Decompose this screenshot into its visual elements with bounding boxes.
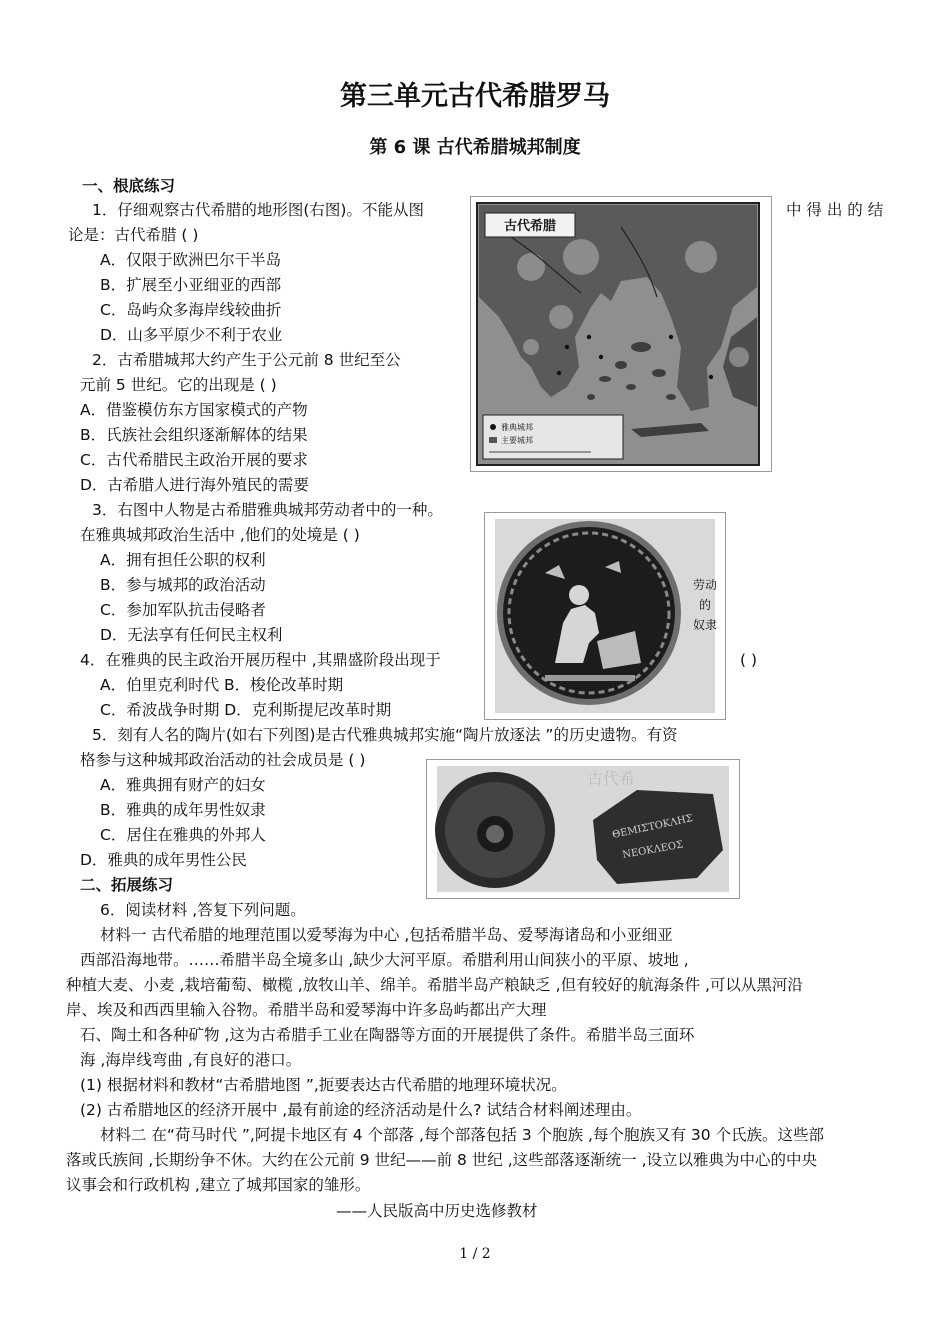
q1-option-a: A．仅限于欧洲巴尔干半岛	[100, 251, 282, 269]
q1-line1: 1．仔细观察古代希腊的地形图(右图)。不能从图	[92, 201, 424, 219]
q1-option-d: D．山多平原少不利于农业	[100, 326, 283, 344]
q3-option-a: A．拥有担任公职的权利	[100, 551, 266, 569]
q6-intro: 6．阅读材料 ,答复下列问题。	[100, 901, 306, 919]
q1-option-c: C．岛屿众多海岸线较曲折	[100, 301, 282, 319]
q2-option-c: C．古代希腊民主政治开展的要求	[80, 451, 308, 469]
q6-material2-line2: 落或氏族间 ,长期纷争不休。大约在公元前 9 世纪——前 8 世纪 ,这些部落逐渐统一 ,设立以雅典为中心的中央	[66, 1151, 817, 1169]
plate-caption-line2: 的	[699, 598, 712, 612]
q3-option-d: D．无法享有任何民主权利	[100, 626, 283, 644]
map-legend-item1: 雅典城邦	[501, 423, 533, 432]
map-title: 古代希腊	[503, 219, 557, 234]
q6-material2-line3: 议事会和行政机构 ,建立了城邦国家的雏形。	[66, 1176, 371, 1194]
q1-line2: 论是：古代希腊 ( )	[68, 226, 199, 244]
q2-option-a: A．借鉴模仿东方国家模式的产物	[80, 401, 308, 419]
section-extension-heading: 二、拓展练习	[80, 876, 174, 894]
slave-plate-figure	[484, 512, 726, 720]
q2-line1: 2．古希腊城邦大约产生于公元前 8 世纪至公	[92, 351, 401, 369]
q3-line1: 3．右图中人物是古希腊雅典城邦劳动者中的一种。	[92, 501, 443, 519]
q4-paren: ( )	[740, 651, 758, 669]
q5-line1: 5．刻有人名的陶片(如右下列图)是古代雅典城邦实施“陶片放逐法 ”的历史遗物。有资	[92, 726, 678, 744]
q5-line2: 格参与这种城邦政治活动的社会成员是 ( )	[80, 751, 366, 769]
q6-part1: (1) 根据材料和教材“古希腊地图 ”,扼要表达古代希腊的地理环境状况。	[80, 1076, 567, 1094]
q6-material1-line2: 西部沿海地带。……希腊半岛全境多山 ,缺少大河平原。希腊利用山间狭小的平原、坡地 ,	[80, 951, 689, 969]
q2-option-b: B．氏族社会组织逐渐解体的结果	[80, 426, 308, 444]
q2-option-d: D．古希腊人进行海外殖民的需要	[80, 476, 309, 494]
q1-line1-tail: 中 得 出 的 结	[786, 201, 884, 219]
q3-option-b: B．参与城邦的政治活动	[100, 576, 266, 594]
q3-option-c: C．参加军队抗击侵略者	[100, 601, 266, 619]
map-legend-item2: 主要城邦	[501, 436, 533, 445]
ostraca-figure	[426, 759, 740, 899]
q3-line2: 在雅典城邦政治生活中 ,他们的处境是 ( )	[80, 526, 360, 544]
q6-source: ——人民版高中历史选修教材	[336, 1202, 538, 1220]
q4-options-ab: A．伯里克利时代 B．梭伦改革时期	[100, 676, 344, 694]
plate-caption-line3: 奴隶	[693, 618, 718, 632]
greece-map-image	[471, 197, 771, 471]
q5-option-a: A．雅典拥有财产的妇女	[100, 776, 266, 794]
lesson-title: 第 6 课 古代希腊城邦制度	[369, 137, 581, 158]
q1-option-b: B．扩展至小亚细亚的西部	[100, 276, 282, 294]
q4-line1: 4．在雅典的民主政治开展历程中 ,其鼎盛阶段出现于	[80, 651, 441, 669]
q6-material1-line5: 石、陶土和各种矿物 ,这为古希腊手工业在陶器等方面的开展提供了条件。希腊半岛三面环	[80, 1026, 695, 1044]
slave-plate-image	[485, 513, 725, 719]
plate-caption-line1: 劳动	[693, 578, 718, 592]
q5-option-c: C．居住在雅典的外邦人	[100, 826, 266, 844]
ostraca-background-text: 古代希	[587, 769, 636, 788]
ostraca-image	[427, 760, 739, 898]
q6-material1-line1: 材料一 古代希腊的地理范围以爱琴海为中心 ,包括希腊半岛、爱琴海诸岛和小亚细亚	[100, 926, 673, 944]
q6-part2: (2) 古希腊地区的经济开展中 ,最有前途的经济活动是什么? 试结合材料阐述理由。	[80, 1101, 642, 1119]
greece-map-figure	[470, 196, 772, 472]
q6-material1-line3: 种植大麦、小麦 ,栽培葡萄、橄榄 ,放牧山羊、绵羊。希腊半岛产粮缺乏 ,但有较好的航海条件 ,可以从黑河沿	[66, 976, 803, 994]
section-basic-heading: 一、根底练习	[82, 177, 176, 195]
q6-material2-line1: 材料二 在“荷马时代 ”,阿提卡地区有 4 个部落 ,每个部落包括 3 个胞族 ,每个胞族又有 30 个氏族。这些部	[100, 1126, 825, 1144]
q5-option-d: D．雅典的成年男性公民	[80, 851, 247, 869]
page-title: 第三单元古代希腊罗马	[340, 81, 610, 112]
q5-option-b: B．雅典的成年男性奴隶	[100, 801, 266, 819]
ostraca-inscription-line1: ΘEMIΣTOKΛHΣ	[611, 813, 694, 841]
q6-material1-line4: 岸、埃及和西西里输入谷物。希腊半岛和爱琴海中许多岛屿都出产大理	[66, 1001, 547, 1019]
q4-options-cd: C．希波战争时期 D．克利斯提尼改革时期	[100, 701, 392, 719]
q2-line2: 元前 5 世纪。它的出现是 ( )	[80, 376, 277, 394]
q6-material1-line6: 海 ,海岸线弯曲 ,有良好的港口。	[80, 1051, 302, 1069]
page-number: 1 / 2	[459, 1246, 491, 1262]
ostraca-inscription-line2: NEOKΛEOΣ	[621, 839, 685, 861]
